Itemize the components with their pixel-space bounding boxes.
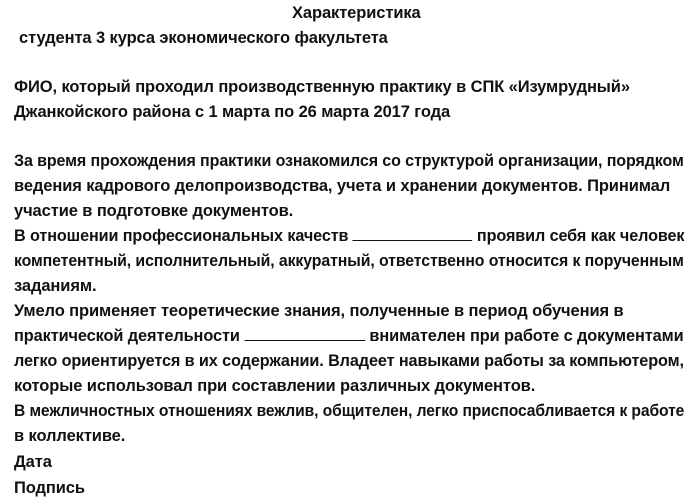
body-line-5: компетентный, исполнительный, аккуратный, ответственно относится к порученным [14,252,684,270]
body-line-8-start: практической деятельности [14,327,245,345]
blank-line [353,226,473,241]
body-line-4-start: В отношении профессиональных качеств [14,227,353,245]
body-line-8 [14,325,684,347]
document-title: Характеристика [292,4,421,22]
body-line-1: За время прохождения практики ознакомился со структурой организации, порядком [14,152,684,170]
intro-line-1: ФИО, который проходил производственную практику в СПК «Изумрудный» [14,78,630,96]
body-line-11: В межличностных отношениях вежлив, общителен, легко приспосабливается к работе [14,402,685,420]
body-line-2: ведения кадрового делопроизводства, учета и хранении документов. Принимал [14,177,671,195]
body-line-7: Умело применяет теоретические знания, полученные в период обучения в [14,302,624,320]
body-line-4-end: проявил себя как человек [472,227,685,245]
date-label: Дата [14,453,52,471]
body-line-4 [14,225,684,247]
body-line-8-end: внимателен при работе с документами [364,327,684,345]
body-line-12: в коллективе. [14,427,126,445]
body-line-6: заданиям. [14,277,97,295]
signature-label: Подпись [14,479,85,497]
body-line-3: участие в подготовке документов. [14,202,294,220]
blank-line [244,326,365,341]
body-line-10: которые использовал при составлении различных документов. [14,377,536,395]
document-subtitle: студента 3 курса экономического факультета [19,29,388,47]
body-line-9: легко ориентируется в их содержании. Владеет навыками работы за компьютером, [14,352,684,370]
intro-line-2: Джанкойского района с 1 марта по 26 марта 2017 года [14,103,451,121]
